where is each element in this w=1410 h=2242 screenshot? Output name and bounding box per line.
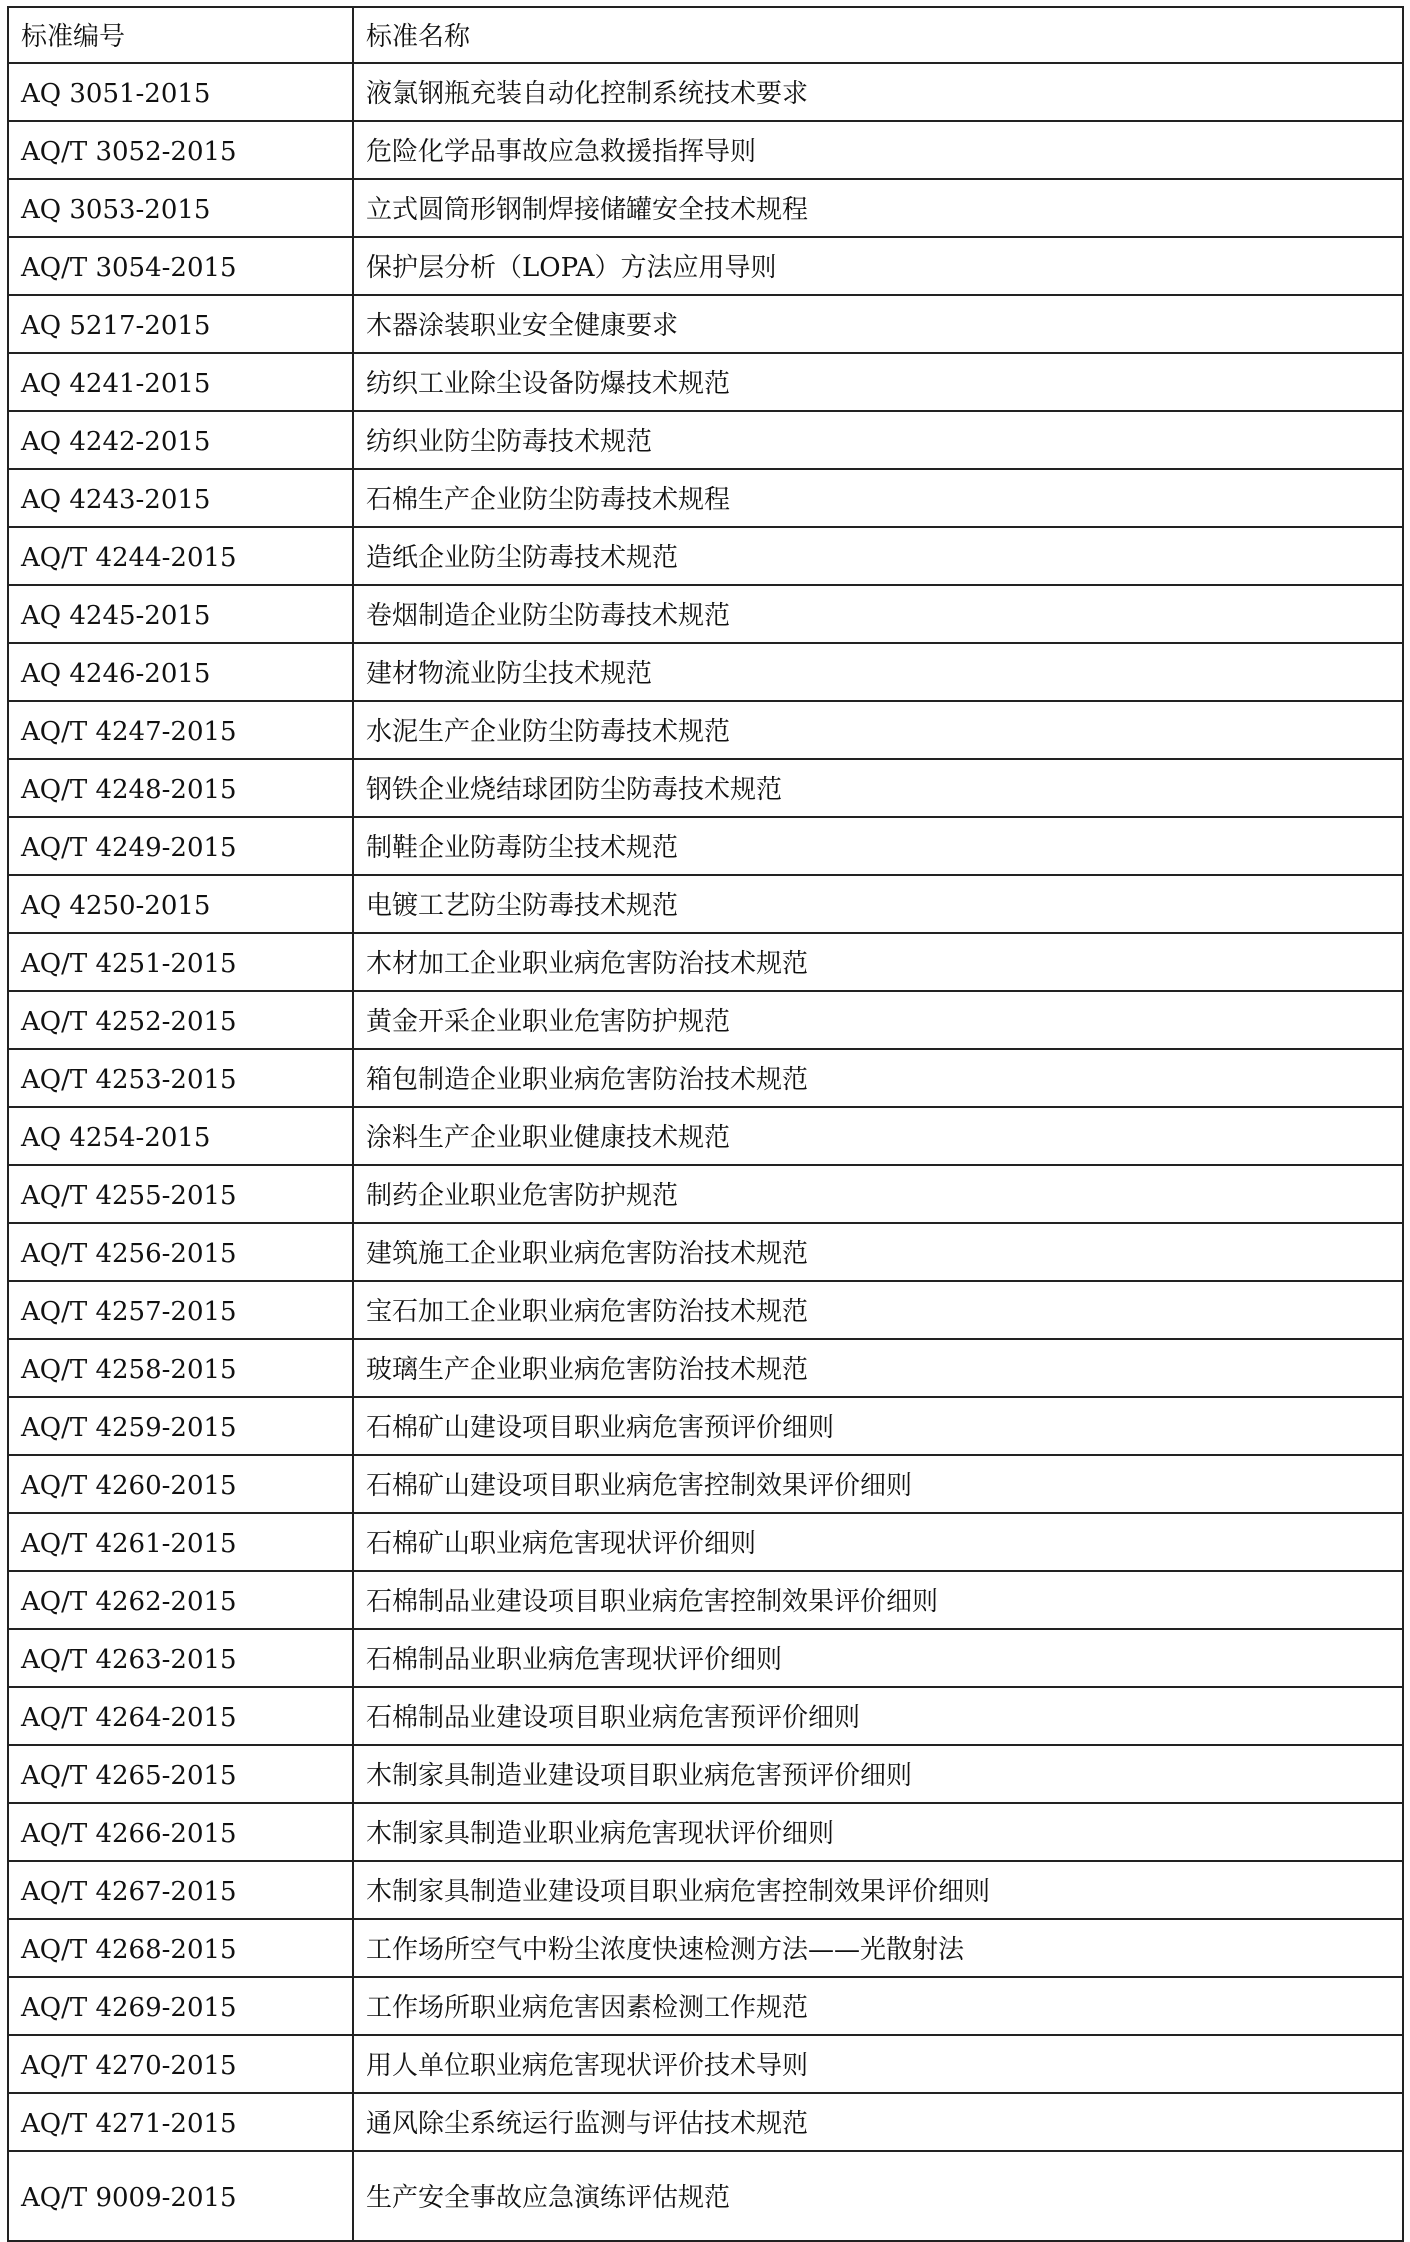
standard-code: AQ/T 4256-2015	[8, 1223, 353, 1281]
standard-name: 建筑施工企业职业病危害防治技术规范	[353, 1223, 1403, 1281]
standard-name: 纺织工业除尘设备防爆技术规范	[353, 353, 1403, 411]
table-row	[8, 237, 1403, 295]
standard-name: 液氯钢瓶充装自动化控制系统技术要求	[353, 63, 1403, 121]
standard-code: AQ/T 4270-2015	[8, 2035, 353, 2093]
standard-name: 制药企业职业危害防护规范	[353, 1165, 1403, 1223]
standard-code: AQ 3053-2015	[8, 179, 353, 237]
table-header-row	[8, 7, 1403, 63]
standard-code: AQ 3051-2015	[8, 63, 353, 121]
table-row	[8, 63, 1403, 121]
standard-code: AQ 5217-2015	[8, 295, 353, 353]
standard-code: AQ/T 4260-2015	[8, 1455, 353, 1513]
standard-name: 工作场所职业病危害因素检测工作规范	[353, 1977, 1403, 2035]
table-row	[8, 1107, 1403, 1165]
standard-name: 制鞋企业防毒防尘技术规范	[353, 817, 1403, 875]
standard-name: 箱包制造企业职业病危害防治技术规范	[353, 1049, 1403, 1107]
standard-code: AQ 4246-2015	[8, 643, 353, 701]
standard-name: 木制家具制造业建设项目职业病危害控制效果评价细则	[353, 1861, 1403, 1919]
table-row	[8, 991, 1403, 1049]
table-row	[8, 933, 1403, 991]
standard-code: AQ/T 4248-2015	[8, 759, 353, 817]
standard-code: AQ/T 4264-2015	[8, 1687, 353, 1745]
standard-name: 立式圆筒形钢制焊接储罐安全技术规程	[353, 179, 1403, 237]
standard-code: AQ/T 4247-2015	[8, 701, 353, 759]
standard-code: AQ/T 4268-2015	[8, 1919, 353, 1977]
standards-table-body	[8, 7, 1403, 2241]
standard-code: AQ/T 4244-2015	[8, 527, 353, 585]
standard-code: AQ/T 4249-2015	[8, 817, 353, 875]
header-name: 标准名称	[353, 7, 1403, 63]
table-row	[8, 2093, 1403, 2151]
standard-code: AQ/T 4265-2015	[8, 1745, 353, 1803]
standard-name: 木制家具制造业建设项目职业病危害预评价细则	[353, 1745, 1403, 1803]
standard-code: AQ/T 4259-2015	[8, 1397, 353, 1455]
table-row	[8, 585, 1403, 643]
table-row	[8, 1339, 1403, 1397]
standard-code: AQ/T 4253-2015	[8, 1049, 353, 1107]
standard-code: AQ/T 9009-2015	[8, 2151, 353, 2241]
table-row	[8, 1687, 1403, 1745]
table-row	[8, 1745, 1403, 1803]
standard-name: 用人单位职业病危害现状评价技术导则	[353, 2035, 1403, 2093]
standard-name: 宝石加工企业职业病危害防治技术规范	[353, 1281, 1403, 1339]
standard-name: 木器涂装职业安全健康要求	[353, 295, 1403, 353]
table-row	[8, 1919, 1403, 1977]
standard-code: AQ/T 4252-2015	[8, 991, 353, 1049]
table-row	[8, 1571, 1403, 1629]
standard-name: 造纸企业防尘防毒技术规范	[353, 527, 1403, 585]
table-row	[8, 411, 1403, 469]
table-row	[8, 1861, 1403, 1919]
standard-code: AQ/T 4258-2015	[8, 1339, 353, 1397]
standard-code: AQ/T 4261-2015	[8, 1513, 353, 1571]
standard-name: 生产安全事故应急演练评估规范	[353, 2151, 1403, 2241]
standard-name: 水泥生产企业防尘防毒技术规范	[353, 701, 1403, 759]
standard-name: 卷烟制造企业防尘防毒技术规范	[353, 585, 1403, 643]
standard-code: AQ/T 4263-2015	[8, 1629, 353, 1687]
standard-name: 纺织业防尘防毒技术规范	[353, 411, 1403, 469]
standard-code: AQ/T 4267-2015	[8, 1861, 353, 1919]
standard-name: 石棉生产企业防尘防毒技术规程	[353, 469, 1403, 527]
table-row	[8, 1977, 1403, 2035]
table-row	[8, 2035, 1403, 2093]
standard-code: AQ/T 4271-2015	[8, 2093, 353, 2151]
standard-name: 建材物流业防尘技术规范	[353, 643, 1403, 701]
standard-code: AQ 4245-2015	[8, 585, 353, 643]
table-row	[8, 1629, 1403, 1687]
standard-name: 木制家具制造业职业病危害现状评价细则	[353, 1803, 1403, 1861]
standard-code: AQ 4250-2015	[8, 875, 353, 933]
standard-name: 石棉制品业建设项目职业病危害控制效果评价细则	[353, 1571, 1403, 1629]
standard-code: AQ 4242-2015	[8, 411, 353, 469]
standard-code: AQ/T 4266-2015	[8, 1803, 353, 1861]
standard-name: 工作场所空气中粉尘浓度快速检测方法——光散射法	[353, 1919, 1403, 1977]
standards-table	[7, 6, 1404, 2242]
table-row	[8, 1281, 1403, 1339]
standard-name: 危险化学品事故应急救援指挥导则	[353, 121, 1403, 179]
table-row	[8, 1165, 1403, 1223]
table-row	[8, 875, 1403, 933]
table-row	[8, 1049, 1403, 1107]
standard-name: 石棉制品业建设项目职业病危害预评价细则	[353, 1687, 1403, 1745]
standard-code: AQ/T 4262-2015	[8, 1571, 353, 1629]
standard-code: AQ 4254-2015	[8, 1107, 353, 1165]
standard-name: 黄金开采企业职业危害防护规范	[353, 991, 1403, 1049]
table-row	[8, 1455, 1403, 1513]
standard-name: 石棉制品业职业病危害现状评价细则	[353, 1629, 1403, 1687]
table-row	[8, 2151, 1403, 2241]
standard-code: AQ 4241-2015	[8, 353, 353, 411]
standard-name: 石棉矿山建设项目职业病危害预评价细则	[353, 1397, 1403, 1455]
standard-code: AQ/T 4251-2015	[8, 933, 353, 991]
standard-code: AQ/T 4269-2015	[8, 1977, 353, 2035]
table-row	[8, 643, 1403, 701]
standard-code: AQ/T 3052-2015	[8, 121, 353, 179]
table-row	[8, 701, 1403, 759]
standard-code: AQ/T 3054-2015	[8, 237, 353, 295]
standard-code: AQ/T 4255-2015	[8, 1165, 353, 1223]
table-row	[8, 1397, 1403, 1455]
table-row	[8, 759, 1403, 817]
table-row	[8, 527, 1403, 585]
standard-name: 钢铁企业烧结球团防尘防毒技术规范	[353, 759, 1403, 817]
table-row	[8, 353, 1403, 411]
standard-name: 保护层分析（LOPA）方法应用导则	[353, 237, 1403, 295]
table-row	[8, 817, 1403, 875]
table-row	[8, 179, 1403, 237]
table-row	[8, 1803, 1403, 1861]
standard-name: 涂料生产企业职业健康技术规范	[353, 1107, 1403, 1165]
table-row	[8, 1513, 1403, 1571]
header-code: 标准编号	[8, 7, 353, 63]
table-row	[8, 121, 1403, 179]
standard-name: 玻璃生产企业职业病危害防治技术规范	[353, 1339, 1403, 1397]
standard-name: 电镀工艺防尘防毒技术规范	[353, 875, 1403, 933]
table-row	[8, 469, 1403, 527]
table-row	[8, 295, 1403, 353]
standard-name: 石棉矿山建设项目职业病危害控制效果评价细则	[353, 1455, 1403, 1513]
table-row	[8, 1223, 1403, 1281]
standard-code: AQ 4243-2015	[8, 469, 353, 527]
standard-name: 木材加工企业职业病危害防治技术规范	[353, 933, 1403, 991]
standard-name: 石棉矿山职业病危害现状评价细则	[353, 1513, 1403, 1571]
standard-code: AQ/T 4257-2015	[8, 1281, 353, 1339]
standard-name: 通风除尘系统运行监测与评估技术规范	[353, 2093, 1403, 2151]
